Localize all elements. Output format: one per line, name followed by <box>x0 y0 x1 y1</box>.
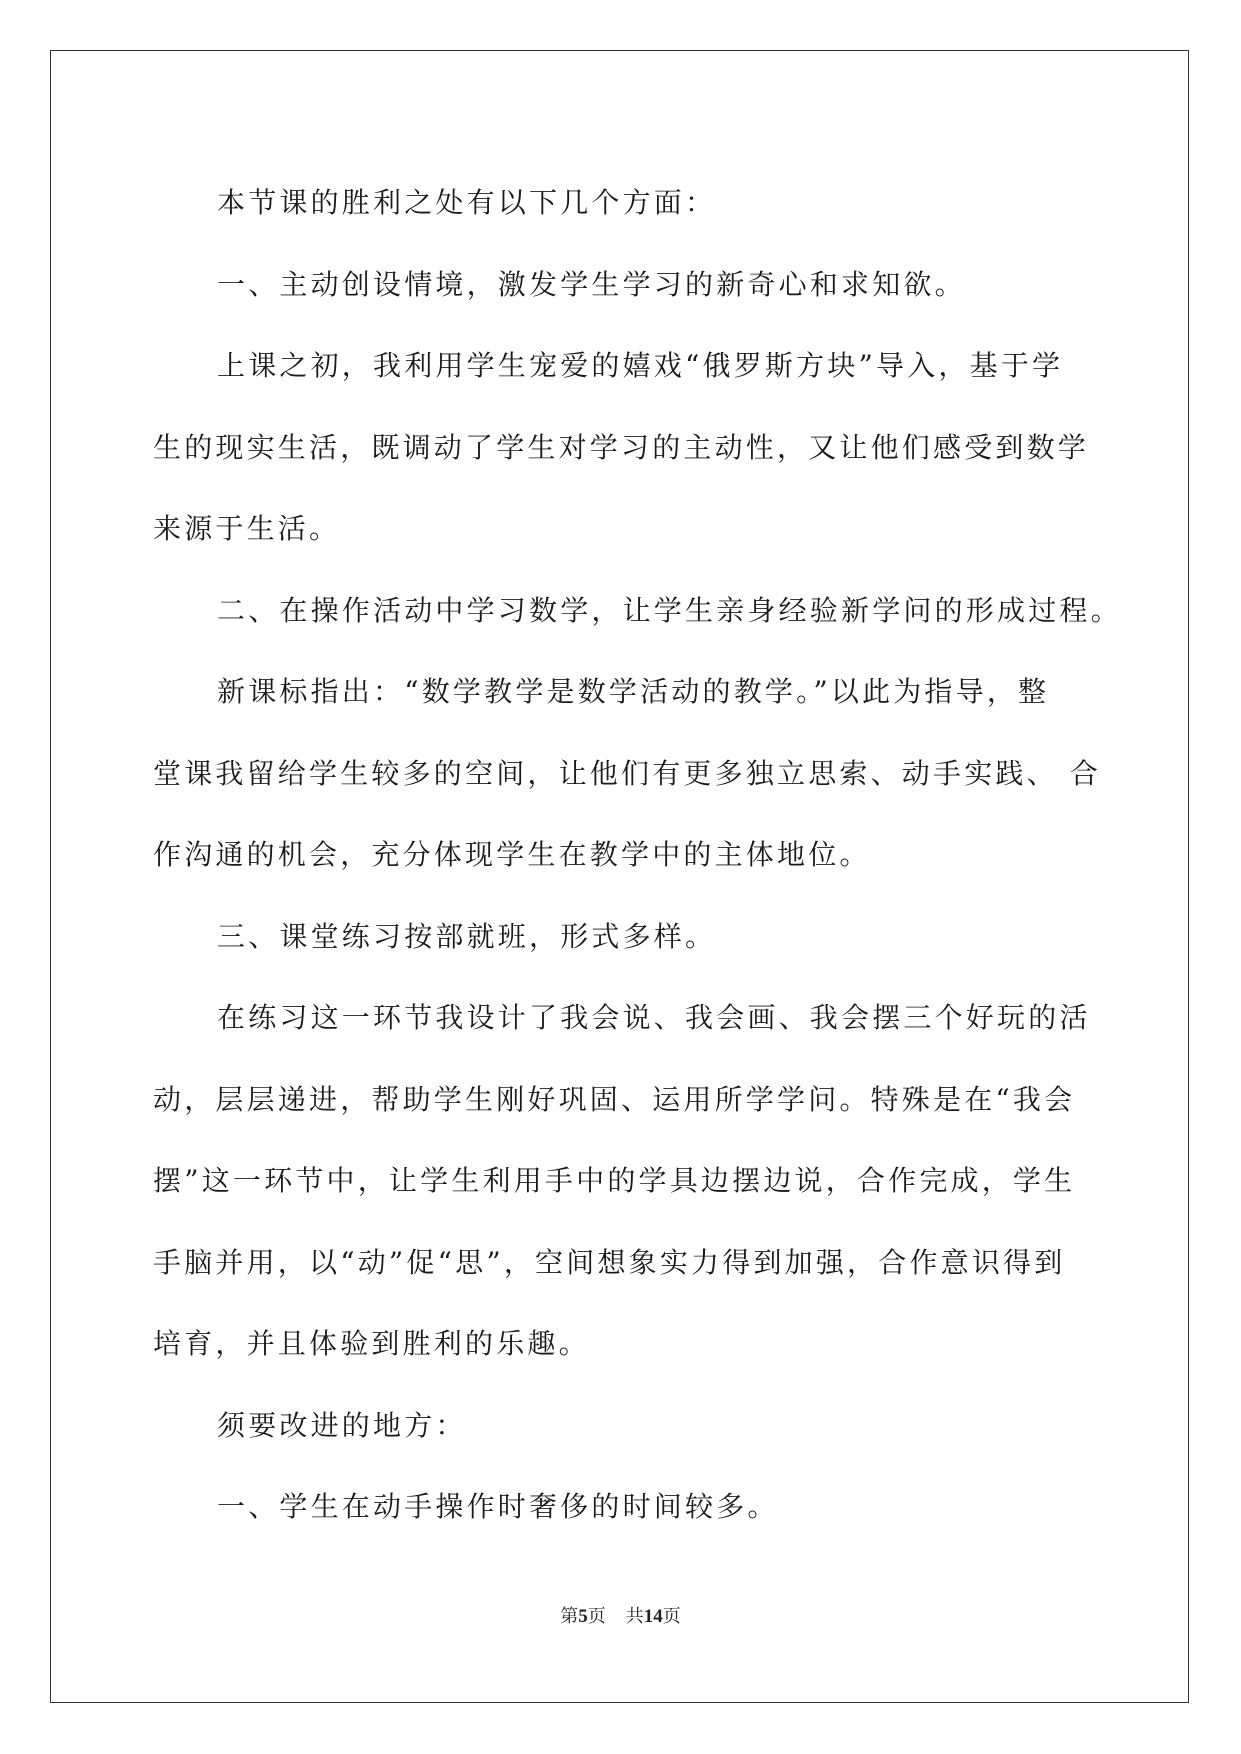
text-line: 一、学生在动手操作时奢侈的时间较多。 <box>217 1490 779 1523</box>
page-footer <box>0 1602 1241 1628</box>
text-line: 培育，并且体验到胜利的乐趣。 <box>153 1327 590 1360</box>
total-suffix: 页 <box>662 1606 681 1627</box>
total-pages: 14 <box>643 1606 663 1627</box>
text-line: 新课标指出：“数学教学是数学活动的教学。”以此为指导，整 <box>217 675 1050 708</box>
text-line: 手脑并用，以“动”促“思”，空间想象实力得到加强，合作意识得到 <box>153 1245 1066 1279</box>
text-line: 来源于生活。 <box>153 512 341 545</box>
document-body <box>153 162 1122 1548</box>
page-number: 5 <box>578 1606 588 1627</box>
page-prefix: 第 <box>560 1606 579 1627</box>
page-suffix: 页 <box>587 1606 606 1627</box>
text-line: 一、主动创设情境，激发学生学习的新奇心和求知欲。 <box>217 267 966 301</box>
text-line: 本节课的胜利之处有以下几个方面： <box>217 186 717 219</box>
text-line: 二、在操作活动中学习数学，让学生亲身经验新学问的形成过程。 <box>217 593 1122 627</box>
total-prefix: 共 <box>625 1606 644 1627</box>
text-line: 三、课堂练习按部就班，形式多样。 <box>217 919 717 953</box>
text-line: 上课之初，我利用学生宠爱的嬉戏“俄罗斯方块”导入，基于学 <box>217 349 1064 382</box>
text-line: 生的现实生活，既调动了学生对学习的主动性，又让他们感受到数学 <box>153 430 1090 464</box>
text-line: 动，层层递进，帮助学生刚好巩固、运用所学学问。特殊是在“我会 <box>153 1082 1076 1116</box>
text-line: 须要改进的地方： <box>217 1408 467 1442</box>
text-line: 摆”这一环节中，让学生利用手中的学具边摆边说，合作完成，学生 <box>153 1164 1076 1197</box>
text-line: 在练习这一环节我设计了我会说、我会画、我会摆三个好玩的活 <box>217 1001 1091 1034</box>
text-line: 堂课我留给学生较多的空间，让他们有更多独立思索、动手实践、 合 <box>153 756 1102 790</box>
text-line: 作沟通的机会，充分体现学生在教学中的主体地位。 <box>153 838 871 871</box>
